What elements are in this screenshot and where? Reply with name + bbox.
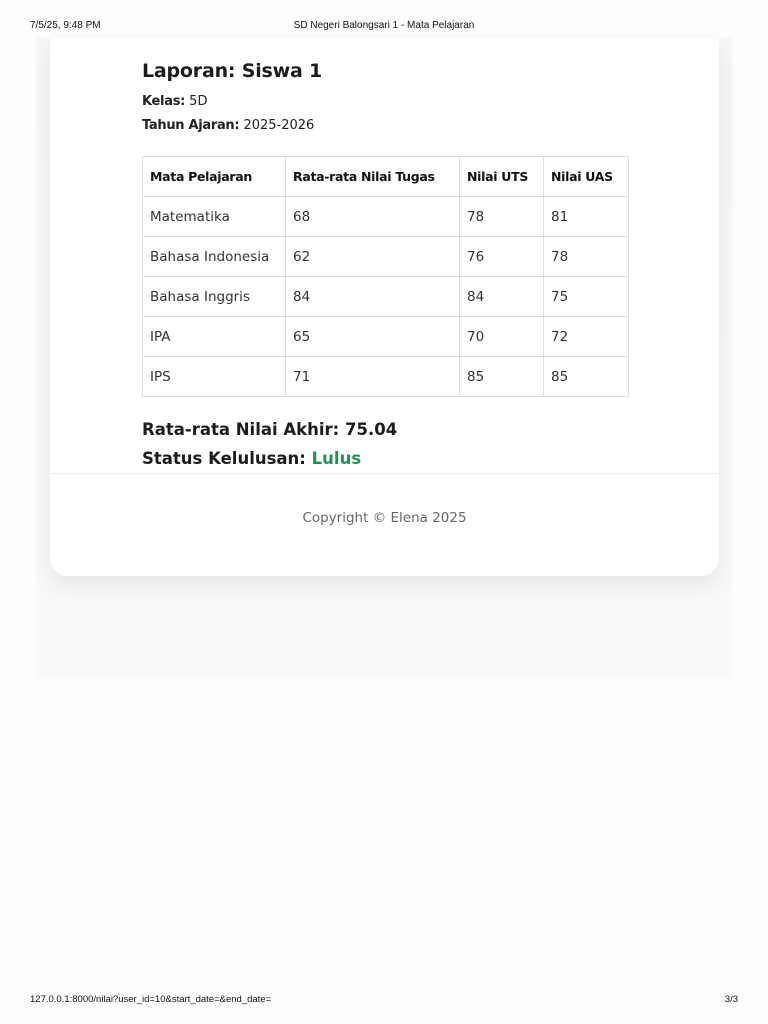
final-average-label: Rata-rata Nilai Akhir: — [142, 420, 340, 439]
cell-assignment-avg: 62 — [286, 237, 460, 277]
cell-subject: Bahasa Inggris — [143, 277, 286, 317]
table-row — [143, 317, 629, 357]
cell-subject: IPA — [143, 317, 286, 357]
header-uts: Nilai UTS — [460, 157, 544, 197]
cell-uts: 85 — [460, 357, 544, 397]
class-label: Kelas: — [142, 94, 186, 109]
graduation-status — [142, 449, 397, 468]
header-uas: Nilai UAS — [544, 157, 629, 197]
cell-uts: 84 — [460, 277, 544, 317]
table-header-row — [143, 157, 629, 197]
copyright-text: Copyright © Elena 2025 — [302, 510, 467, 526]
cell-assignment-avg: 68 — [286, 197, 460, 237]
cell-subject: IPS — [143, 357, 286, 397]
year-label: Tahun Ajaran: — [142, 118, 240, 133]
summary-section — [142, 420, 397, 468]
cell-assignment-avg: 65 — [286, 317, 460, 357]
table-row — [143, 277, 629, 317]
table-row — [143, 197, 629, 237]
status-value: Lulus — [311, 449, 362, 468]
print-url: 127.0.0.1:8000/nilai?user_id=10&start_date=&end_date= — [30, 994, 272, 1005]
cell-uts: 70 — [460, 317, 544, 357]
header-assignment-avg: Rata-rata Nilai Tugas — [286, 157, 460, 197]
report-info — [142, 60, 642, 134]
year-value: 2025-2026 — [243, 118, 315, 133]
table-row — [143, 357, 629, 397]
class-value: 5D — [189, 94, 208, 109]
print-header — [0, 0, 768, 38]
table-row — [143, 237, 629, 277]
print-page-number: 3/3 — [724, 994, 738, 1005]
header-subject: Mata Pelajaran — [143, 157, 286, 197]
cell-uas: 78 — [544, 237, 629, 277]
report-title: Laporan: Siswa 1 — [142, 60, 323, 82]
cell-assignment-avg: 84 — [286, 277, 460, 317]
class-line — [142, 93, 642, 110]
cell-uas: 85 — [544, 357, 629, 397]
cell-uts: 76 — [460, 237, 544, 277]
cell-assignment-avg: 71 — [286, 357, 460, 397]
final-average — [142, 420, 397, 439]
cell-uts: 78 — [460, 197, 544, 237]
report-card — [50, 38, 719, 576]
cell-uas: 81 — [544, 197, 629, 237]
status-label: Status Kelulusan: — [142, 449, 306, 468]
cell-subject: Bahasa Indonesia — [143, 237, 286, 277]
print-page-title: SD Negeri Balongsari 1 - Mata Pelajaran — [293, 20, 475, 31]
cell-subject: Matematika — [143, 197, 286, 237]
footer-divider — [50, 473, 719, 474]
final-average-value: 75.04 — [345, 420, 398, 439]
cell-uas: 75 — [544, 277, 629, 317]
print-footer — [0, 994, 768, 1008]
year-line — [142, 117, 642, 134]
print-datetime: 7/5/25, 9:48 PM — [30, 20, 101, 31]
grades-table — [142, 156, 629, 397]
cell-uas: 72 — [544, 317, 629, 357]
